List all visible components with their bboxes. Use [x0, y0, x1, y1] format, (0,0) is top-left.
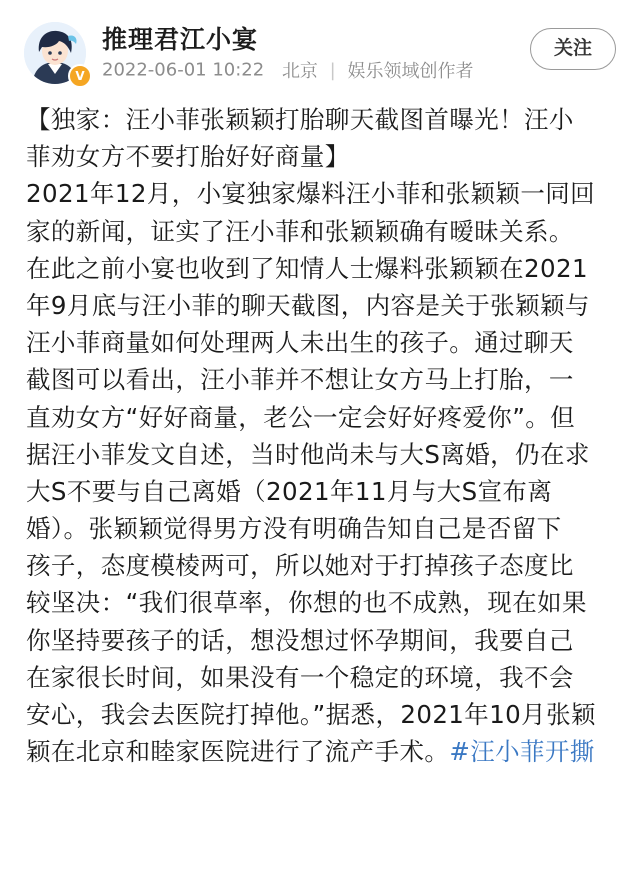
creator-badge: 娱乐领域创作者: [347, 61, 474, 82]
post-date: 2022-06-01 10:22: [102, 59, 265, 81]
post-line: 家的新闻，证实了汪小菲和张颖颖确有暧昧关系。: [26, 216, 574, 246]
post-body: [26, 101, 626, 770]
post-line: 在此之前小宴也收到了知情人士爆料张颖颖在2021: [26, 253, 588, 283]
post-line: 较坚决：“我们很草率，你想的也不成熟，现在如果: [26, 588, 587, 618]
post-line: 菲劝女方不要打胎好好商量】: [26, 142, 350, 172]
post-header: [0, 0, 640, 92]
post-line: 你坚持要孩子的话，想没想过怀孕期间，我要自己: [26, 625, 574, 655]
follow-button[interactable]: 关注: [530, 28, 616, 70]
post-line: 孩子，态度模棱两可，所以她对于打掉孩子态度比: [26, 551, 574, 581]
meta-divider: |: [329, 59, 336, 81]
post-last-line: [26, 733, 626, 770]
post-line: 据汪小菲发文自述，当时他尚未与大S离婚，仍在求: [26, 439, 590, 469]
post-line: 安心，我会去医院打掉他。”据悉，2021年10月张颖: [26, 700, 596, 729]
post-last-line-text: 颖在北京和睦家医院进行了流产手术。: [26, 737, 450, 767]
post-line: 截图可以看出，汪小菲并不想让女方马上打胎，一: [26, 365, 574, 395]
hashtag-link[interactable]: #汪小菲开撕: [449, 737, 595, 767]
post-location: 北京: [281, 61, 318, 82]
post-line: 大S不要与自己离婚（2021年11月与大S宣布离: [26, 476, 553, 506]
verified-badge-icon: V: [68, 64, 92, 88]
post-line: 婚）。张颖颖觉得男方没有明确告知自己是否留下: [26, 514, 562, 544]
username[interactable]: 推理君江小宴: [102, 25, 259, 54]
post-line: 【独家：汪小菲张颖颖打胎聊天截图首曝光！汪小: [26, 105, 574, 134]
post-meta: [102, 57, 473, 83]
post-line: 直劝女方“好好商量，老公一定会好好疼爱你”。但: [26, 402, 576, 432]
post-line: 2021年12月，小宴独家爆料汪小菲和张颖颖一同回: [26, 179, 596, 209]
post-line: 在家很长时间，如果没有一个稳定的环境，我不会: [26, 662, 574, 692]
post-line: 年9月底与汪小菲的聊天截图，内容是关于张颖颖与: [26, 290, 590, 320]
post-line: 汪小菲商量如何处理两人未出生的孩子。通过聊天: [26, 328, 574, 358]
